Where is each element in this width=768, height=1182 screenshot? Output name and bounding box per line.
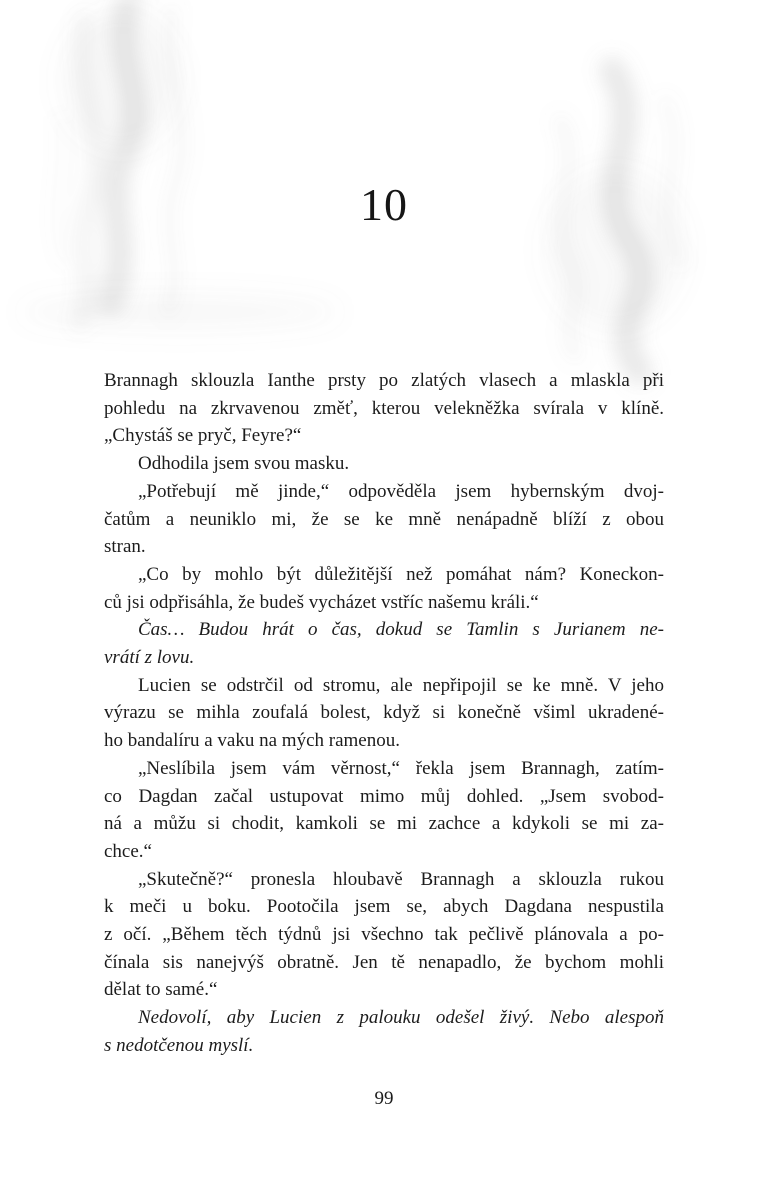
text-line: ná a můžu si chodit, kamkoli se mi zachce a kdykoli se mi za- bbox=[104, 813, 664, 835]
text-line: stran. bbox=[104, 536, 146, 558]
text-line: dělat to samé.“ bbox=[104, 979, 218, 1001]
text-line: výrazu se mihla zoufalá bolest, když si konečně všiml ukradené- bbox=[104, 702, 664, 724]
chapter-number: 10 bbox=[360, 179, 408, 230]
text-line: co Dagdan začal ustupovat mimo můj dohled. „Jsem svobod- bbox=[104, 785, 664, 807]
text-line: pohledu na zkrvavenou změť, kterou velekněžka svírala v klíně. bbox=[104, 397, 664, 419]
text-line: „Neslíbila jsem vám věrnost,“ řekla jsem Brannagh, zatím- bbox=[138, 757, 664, 779]
text-line: ho bandalíru a vaku na mých ramenou. bbox=[104, 730, 400, 752]
text-line: k meči u boku. Pootočila jsem se, abych Dagdana nespustila bbox=[104, 896, 664, 918]
page-number: 99 bbox=[374, 1088, 394, 1109]
text-line: Lucien se odstrčil od stromu, ale nepřipojil se ke mně. V jeho bbox=[138, 674, 664, 696]
text-line: Čas… Budou hrát o čas, dokud se Tamlin s Jurianem ne- bbox=[138, 619, 664, 641]
text-line: s nedotčenou myslí. bbox=[104, 1034, 254, 1056]
text-line: chce.“ bbox=[104, 840, 152, 862]
smoke-wisp-left bbox=[60, 5, 183, 322]
text-line: Nedovolí, aby Lucien z palouku odešel živý. Nebo alespoň bbox=[138, 1007, 664, 1029]
text-line: „Skutečně?“ pronesla hloubavě Brannagh a sklouzla rukou bbox=[138, 868, 664, 890]
text-line: „Potřebují mě jinde,“ odpověděla jsem hybernským dvoj- bbox=[138, 480, 664, 502]
smoke-haze bbox=[20, 10, 685, 330]
text-line: „Chystáš se pryč, Feyre?“ bbox=[104, 425, 302, 447]
text-line: vrátí z lovu. bbox=[104, 647, 195, 669]
body-text bbox=[104, 367, 664, 1060]
text-line: ců jsi odpřisáhla, že budeš vycházet vstříc našemu králi.“ bbox=[104, 591, 539, 613]
text-line: čínala sis nanejvýš obratně. Jen tě nenapadlo, že bychom mohli bbox=[104, 951, 664, 973]
text-line: čatům a neuniklo mi, že se ke mně nenápadně blíží z obou bbox=[104, 508, 664, 530]
text-line: „Co by mohlo být důležitější než pomáhat nám? Koneckon- bbox=[138, 563, 664, 585]
text-line: Odhodila jsem svou masku. bbox=[138, 453, 350, 475]
text-line: Brannagh sklouzla Ianthe prsty po zlatých vlasech a mlaskla při bbox=[104, 370, 664, 391]
text-line: z očí. „Během těch týdnů jsi všechno tak pečlivě plánovala a po- bbox=[104, 924, 664, 946]
